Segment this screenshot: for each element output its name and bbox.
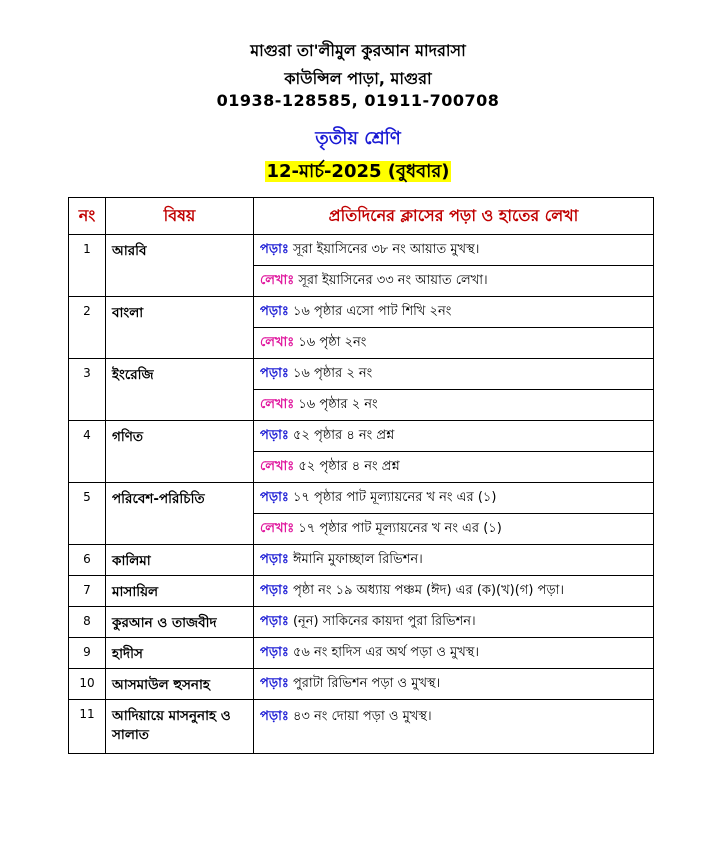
table-row [69, 483, 654, 514]
read-text: ঈমানি মুফাচ্ছাল রিভিশন। [292, 551, 423, 567]
row-write-task [254, 514, 654, 545]
row-number: 3 [69, 359, 106, 421]
read-text: (নূন) সাকিনের কায়দা পুরা রিভিশন। [292, 613, 476, 629]
row-number: 1 [69, 235, 106, 297]
read-text: পৃষ্ঠা নং ১৯ অধ্যায় পঞ্চম (ঈদ) এর (ক)(খ)(গ) পড়া। [292, 582, 565, 598]
row-subject: কালিমা [106, 545, 254, 576]
phone-numbers: 01938-128585, 01911-700708 [216, 91, 500, 110]
table-row [69, 576, 654, 607]
table-row [69, 545, 654, 576]
row-number: 7 [69, 576, 106, 607]
write-label: লেখাঃ [260, 396, 295, 412]
table-header-row [69, 198, 654, 235]
row-write-task [254, 390, 654, 421]
row-subject: আদিয়ায়ে মাসনুনাহ ও সালাত [106, 700, 254, 754]
read-text: ১৭ পৃষ্ঠার পাট মূল্যায়নের খ নং এর (১) [292, 489, 497, 505]
row-subject: আসমাউল হুসনাহ [106, 669, 254, 700]
row-read-task [254, 607, 654, 638]
write-label: লেখাঃ [260, 272, 295, 288]
row-read-task [254, 700, 654, 754]
row-number: 6 [69, 545, 106, 576]
read-label: পড়াঃ [260, 489, 289, 505]
row-read-task [254, 483, 654, 514]
read-label: পড়াঃ [260, 709, 289, 724]
write-text: সূরা ইয়াসিনের ৩৩ নং আয়াত লেখা। [298, 272, 488, 288]
row-number: 4 [69, 421, 106, 483]
read-label: পড়াঃ [260, 582, 289, 598]
schedule-table [68, 197, 654, 754]
row-subject: গণিত [106, 421, 254, 483]
table-row [69, 669, 654, 700]
table-body [69, 235, 654, 754]
row-read-task [254, 235, 654, 266]
write-text: ১৬ পৃষ্ঠার ২ নং [298, 396, 378, 412]
read-label: পড়াঃ [260, 241, 289, 257]
table-row [69, 297, 654, 328]
table-row [69, 359, 654, 390]
table-row [69, 235, 654, 266]
read-text: ৪৩ নং দোয়া পড়া ও মুখস্থ। [292, 709, 432, 724]
write-text: ১৬ পৃষ্ঠা ২নং [298, 334, 367, 350]
read-text: ১৬ পৃষ্ঠার এসো পাট শিখি ২নং [292, 303, 452, 319]
read-text: ৫৬ নং হাদিস এর অর্থ পড়া ও মুখস্থ। [292, 644, 480, 660]
row-subject: পরিবেশ-পরিচিতি [106, 483, 254, 545]
row-number: 10 [69, 669, 106, 700]
row-read-task [254, 297, 654, 328]
row-write-task [254, 328, 654, 359]
table-row [69, 607, 654, 638]
date-line [0, 157, 716, 188]
read-label: পড়াঃ [260, 675, 289, 691]
row-read-task [254, 669, 654, 700]
write-text: ৫২ পৃষ্ঠার ৪ নং প্রশ্ন [298, 458, 400, 474]
row-number: 2 [69, 297, 106, 359]
row-subject: বাংলা [106, 297, 254, 359]
read-label: পড়াঃ [260, 551, 289, 567]
row-read-task [254, 638, 654, 669]
read-label: পড়াঃ [260, 427, 289, 443]
read-text: পুরাটা রিভিশন পড়া ও মুখস্থ। [292, 675, 441, 691]
write-label: লেখাঃ [260, 334, 295, 350]
row-number: 5 [69, 483, 106, 545]
row-subject: হাদীস [106, 638, 254, 669]
row-read-task [254, 576, 654, 607]
row-subject: আরবি [106, 235, 254, 297]
read-label: পড়াঃ [260, 613, 289, 629]
row-read-task [254, 421, 654, 452]
row-read-task [254, 359, 654, 390]
row-subject: ইংরেজি [106, 359, 254, 421]
read-text: ১৬ পৃষ্ঠার ২ নং [292, 365, 373, 381]
row-number: 8 [69, 607, 106, 638]
row-subject: কুরআন ও তাজবীদ [106, 607, 254, 638]
read-label: পড়াঃ [260, 644, 289, 660]
row-write-task [254, 266, 654, 297]
institution-name: মাগুরা তা'লীমুল কুরআন মাদরাসা [250, 41, 466, 60]
date-highlight: 12-মার্চ-2025 (বুধবার) [266, 161, 450, 182]
read-label: পড়াঃ [260, 365, 289, 381]
write-text: ১৭ পৃষ্ঠার পাট মূল্যায়নের খ নং এর (১) [298, 520, 502, 536]
row-write-task [254, 452, 654, 483]
read-text: ৫২ পৃষ্ঠার ৪ নং প্রশ্ন [292, 427, 395, 443]
col-header-no: নং [69, 198, 106, 235]
col-header-subject: বিষয় [106, 198, 254, 235]
write-label: লেখাঃ [260, 458, 295, 474]
read-text: সূরা ইয়াসিনের ৩৮ নং আয়াত মুখস্থ। [292, 241, 480, 257]
table-row [69, 421, 654, 452]
write-label: লেখাঃ [260, 520, 295, 536]
row-subject: মাসায়িল [106, 576, 254, 607]
institution-address: কাউন্সিল পাড়া, মাগুরা [284, 69, 432, 88]
col-header-task: প্রতিদিনের ক্লাসের পড়া ও হাতের লেখা [254, 198, 654, 235]
class-title: তৃতীয় শ্রেণি [315, 128, 401, 149]
row-number: 11 [69, 700, 106, 754]
row-read-task [254, 545, 654, 576]
table-row [69, 638, 654, 669]
row-number: 9 [69, 638, 106, 669]
table-row [69, 700, 654, 754]
read-label: পড়াঃ [260, 303, 289, 319]
